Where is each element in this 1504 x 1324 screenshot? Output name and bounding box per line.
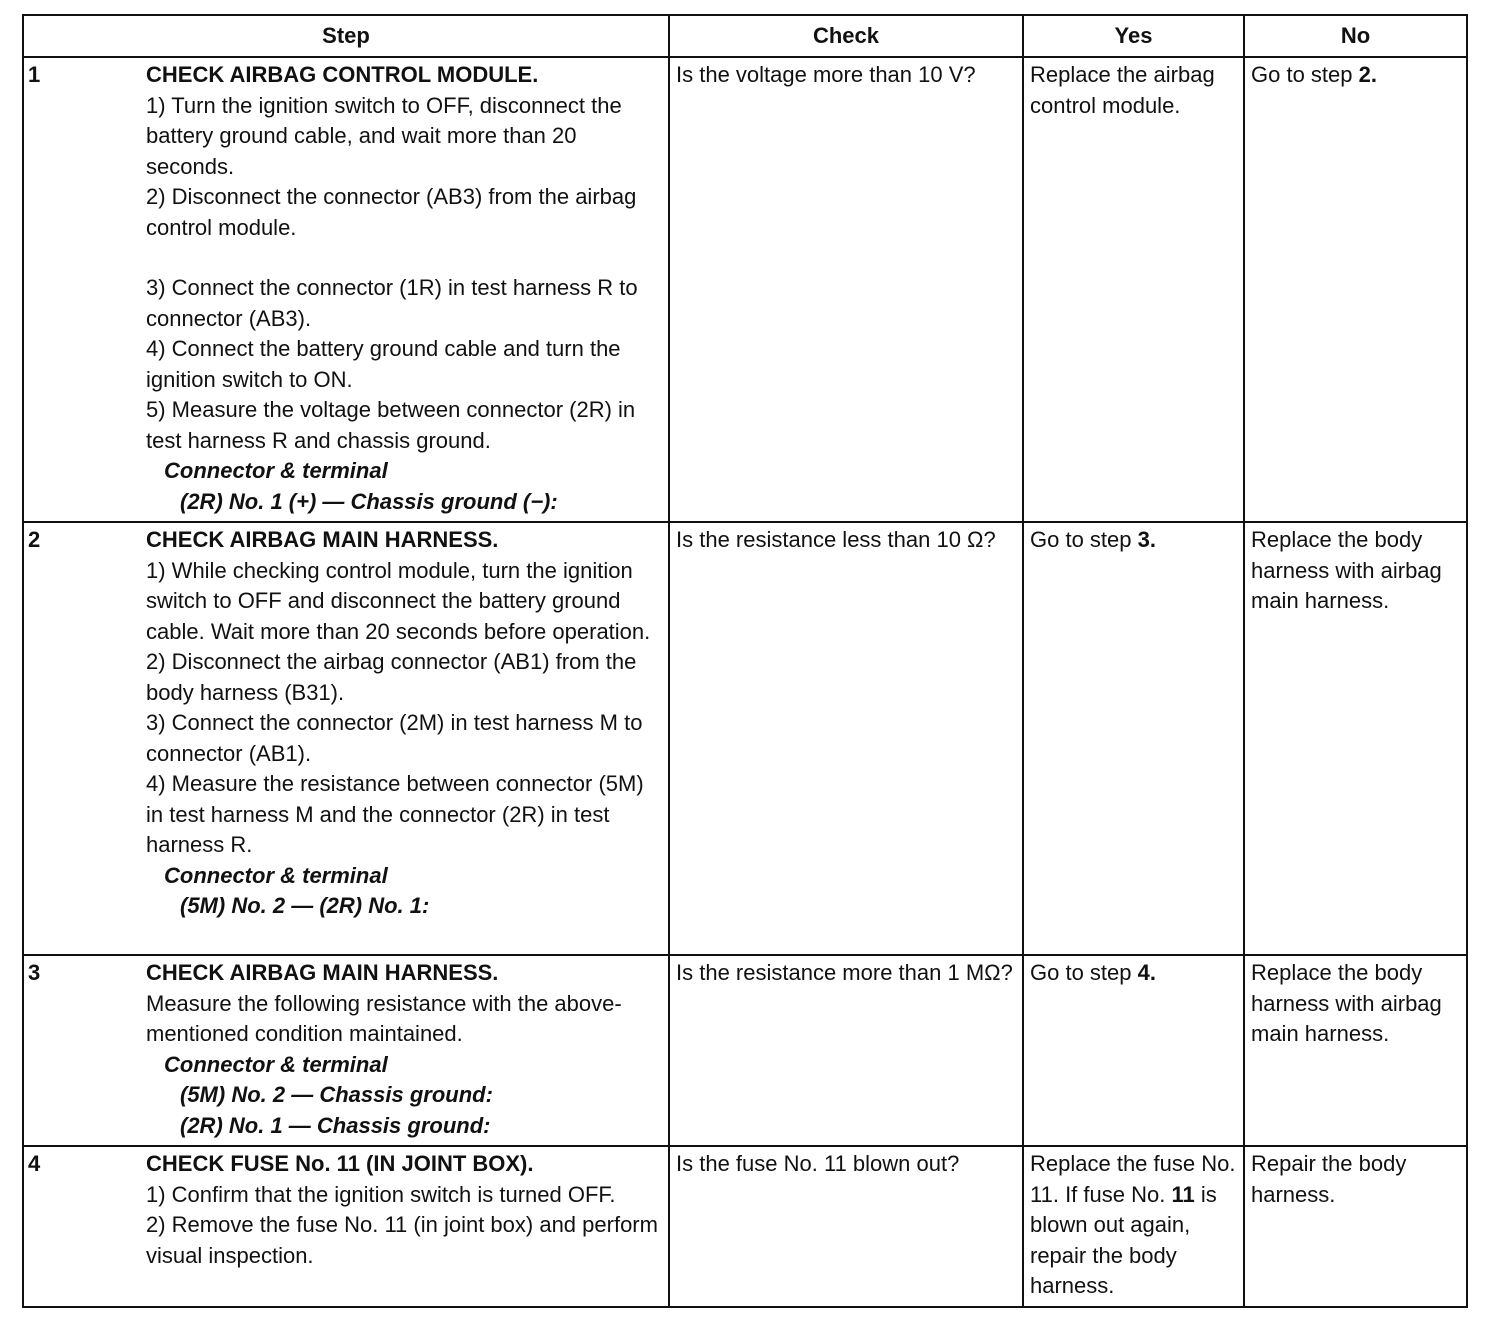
diagnostic-table bbox=[22, 14, 1468, 1308]
yes-text: Replace the fuse No. 11. If fuse No. bbox=[1030, 1151, 1236, 1207]
step-title: CHECK AIRBAG MAIN HARNESS. bbox=[146, 960, 499, 985]
step-title: CHECK AIRBAG MAIN HARNESS. bbox=[146, 527, 499, 552]
step-instruction: 3) Connect the connector (1R) in test harness R to connector (AB3). bbox=[146, 275, 638, 331]
yes-cell: Replace the airbag control module. bbox=[1023, 57, 1244, 522]
yes-cell bbox=[1023, 1146, 1244, 1307]
header-step: Step bbox=[23, 15, 669, 57]
connector-terminal-label: Connector & terminal bbox=[164, 458, 388, 483]
step-instruction: 1) Confirm that the ignition switch is turned OFF. bbox=[146, 1181, 616, 1207]
step-instruction: 4) Measure the resistance between connector (5M) in test harness M and the connector (2R) in test harness R. bbox=[146, 771, 644, 857]
step-instruction: 3) Connect the connector (2M) in test harness M to connector (AB1). bbox=[146, 710, 643, 766]
step-title: CHECK AIRBAG CONTROL MODULE. bbox=[146, 62, 539, 87]
step-instruction: 1) While checking control module, turn the ignition switch to OFF and disconnect the battery ground cable. Wait more than 20 seconds before operation. bbox=[146, 557, 651, 644]
yes-text-continued: is blown out again, repair the body harness. bbox=[1030, 1181, 1217, 1298]
step-number: 4 bbox=[28, 1151, 41, 1176]
connector-terminal-item: (5M) No. 2 — (2R) No. 1: bbox=[180, 893, 430, 918]
no-step-ref: 2. bbox=[1358, 62, 1377, 87]
header-row bbox=[23, 15, 1467, 57]
step-cell bbox=[23, 955, 669, 1146]
no-text: Go to step bbox=[1251, 62, 1353, 87]
connector-terminal-label: Connector & terminal bbox=[164, 1051, 388, 1077]
connector-terminal-item: (2R) No. 1 (+) — Chassis ground (−): bbox=[180, 488, 558, 514]
yes-step-ref: 3. bbox=[1137, 527, 1156, 552]
table-row bbox=[23, 955, 1467, 1146]
step-number: 3 bbox=[28, 960, 41, 985]
no-cell bbox=[1244, 57, 1467, 522]
yes-text: Go to step bbox=[1030, 527, 1132, 552]
step-instruction: 2) Disconnect the airbag connector (AB1) from the body harness (B31). bbox=[146, 649, 637, 705]
step-number: 2 bbox=[28, 527, 41, 552]
yes-text: Go to step bbox=[1030, 960, 1132, 985]
step-instruction: 1) Turn the ignition switch to OFF, disconnect the battery ground cable, and wait more than 20 seconds. bbox=[146, 92, 622, 179]
no-cell: Repair the body harness. bbox=[1244, 1146, 1467, 1307]
yes-fuse-ref: 11 bbox=[1171, 1181, 1195, 1207]
check-cell: Is the fuse No. 11 blown out? bbox=[669, 1146, 1023, 1307]
check-cell: Is the resistance more than 1 MΩ? bbox=[669, 955, 1023, 1146]
yes-cell bbox=[1023, 522, 1244, 955]
yes-step-ref: 4. bbox=[1137, 960, 1156, 985]
connector-terminal-item: (2R) No. 1 — Chassis ground: bbox=[180, 1112, 491, 1138]
step-instruction: 2) Disconnect the connector (AB3) from the airbag control module. bbox=[146, 184, 637, 240]
step-instruction: 5) Measure the voltage between connector (2R) in test harness R and chassis ground. bbox=[146, 397, 636, 453]
step-instruction: 4) Connect the battery ground cable and turn the ignition switch to ON. bbox=[146, 336, 621, 392]
header-check: Check bbox=[669, 15, 1023, 57]
step-number: 1 bbox=[28, 62, 41, 87]
step-cell bbox=[23, 522, 669, 955]
header-yes: Yes bbox=[1023, 15, 1244, 57]
table-row bbox=[23, 57, 1467, 522]
step-cell bbox=[23, 1146, 669, 1307]
header-no: No bbox=[1244, 15, 1467, 57]
step-instruction: 2) Remove the fuse No. 11 (in joint box) and perform visual inspection. bbox=[146, 1212, 658, 1268]
step-instruction: Measure the following resistance with the above-mentioned condition maintained. bbox=[146, 990, 622, 1046]
table-row bbox=[23, 522, 1467, 955]
check-cell: Is the voltage more than 10 V? bbox=[669, 57, 1023, 522]
no-cell: Replace the body harness with airbag main harness. bbox=[1244, 955, 1467, 1146]
check-cell: Is the resistance less than 10 Ω? bbox=[669, 522, 1023, 955]
connector-terminal-label: Connector & terminal bbox=[164, 862, 388, 888]
table-row bbox=[23, 1146, 1467, 1307]
step-title: CHECK FUSE No. 11 (IN JOINT BOX). bbox=[146, 1151, 534, 1176]
yes-cell bbox=[1023, 955, 1244, 1146]
step-cell bbox=[23, 57, 669, 522]
connector-terminal-item: (5M) No. 2 — Chassis ground: bbox=[180, 1082, 493, 1107]
no-cell: Replace the body harness with airbag main harness. bbox=[1244, 522, 1467, 955]
